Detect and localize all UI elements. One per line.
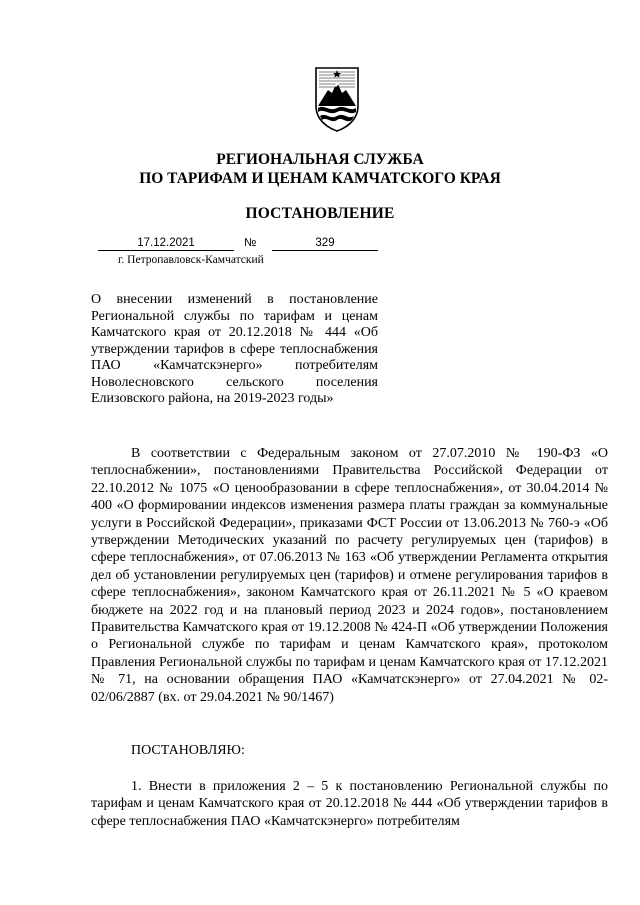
city-label: г. Петропавловск-Камчатский xyxy=(118,254,264,266)
document-type-title: ПОСТАНОВЛЕНИЕ xyxy=(245,205,395,222)
preamble-paragraph: В соответствии с Федеральным законом от 27.07.2010 № 190-ФЗ «О теплоснабжении», постановлениями Правительства Российской Федерации от 22.10.2012 № 1075 «О ценообразовании в сфере теплоснабжения», от 30.04.2014 № 400 «О формировании индексов изменения размера платы граждан за коммунальные услуги в Российской Федерации», приказами ФСТ России от 13.06.2013 № 760-э «Об утверждении Методических указаний по расчету регулируемых цен (тарифов) в сфере теплоснабжения», от 07.06.2013 № 163 «Об утверждении Регламента открытия дел об установлении регулируемых цен (тарифов) и отмене регулирования тарифов в сфере теплоснабжения», законом Камчатского края от 26.11.2021 № 5 «О краевом бюджете на 2022 год и на плановый период 2023 и 2024 годов», постановлением Правительства Камчатского края от 19.12.2008 № 424-П «Об утверждении Положения о Региональной службе по тарифам и ценам Камчатского края», протоколом Правления Региональной службы по тарифам и ценам Камчатского края от 17.12.2021 № 71, на основании обращения ПАО «Камчатскэнерго» от 27.04.2021 № 02-02/06/2887 (вх. от 29.04.2021 № 90/1467) xyxy=(91,446,608,705)
document-number-field[interactable]: 329 xyxy=(272,236,378,251)
number-sign-label: № xyxy=(244,237,257,249)
document-date-field[interactable]: 17.12.2021 xyxy=(98,236,234,251)
document-subject: О внесении изменений в постановление Региональной службы по тарифам и ценам Камчатского края от 20.12.2018 № 444 «Об утверждении тарифов в сфере теплоснабжения ПАО «Камчатскэнерго» потребителям Новолесновского сельского поселения Елизовского района, на 2019-2023 годы» xyxy=(91,292,378,406)
agency-line-2: ПО ТАРИФАМ И ЦЕНАМ КАМЧАТСКОГО КРАЯ xyxy=(139,170,501,187)
agency-line-1: РЕГИОНАЛЬНАЯ СЛУЖБА xyxy=(216,151,424,168)
agency-name xyxy=(0,150,640,188)
decree-word: ПОСТАНОВЛЯЮ: xyxy=(131,743,245,758)
kamchatka-coat-of-arms-icon xyxy=(314,62,360,132)
item-1-paragraph: 1. Внести в приложения 2 – 5 к постановлению Региональной службы по тарифам и ценам Камчатского края от 20.12.2018 № 444 «Об утверждении тарифов в сфере теплоснабжения ПАО «Камчатскэнерго» потребителям xyxy=(91,779,608,829)
